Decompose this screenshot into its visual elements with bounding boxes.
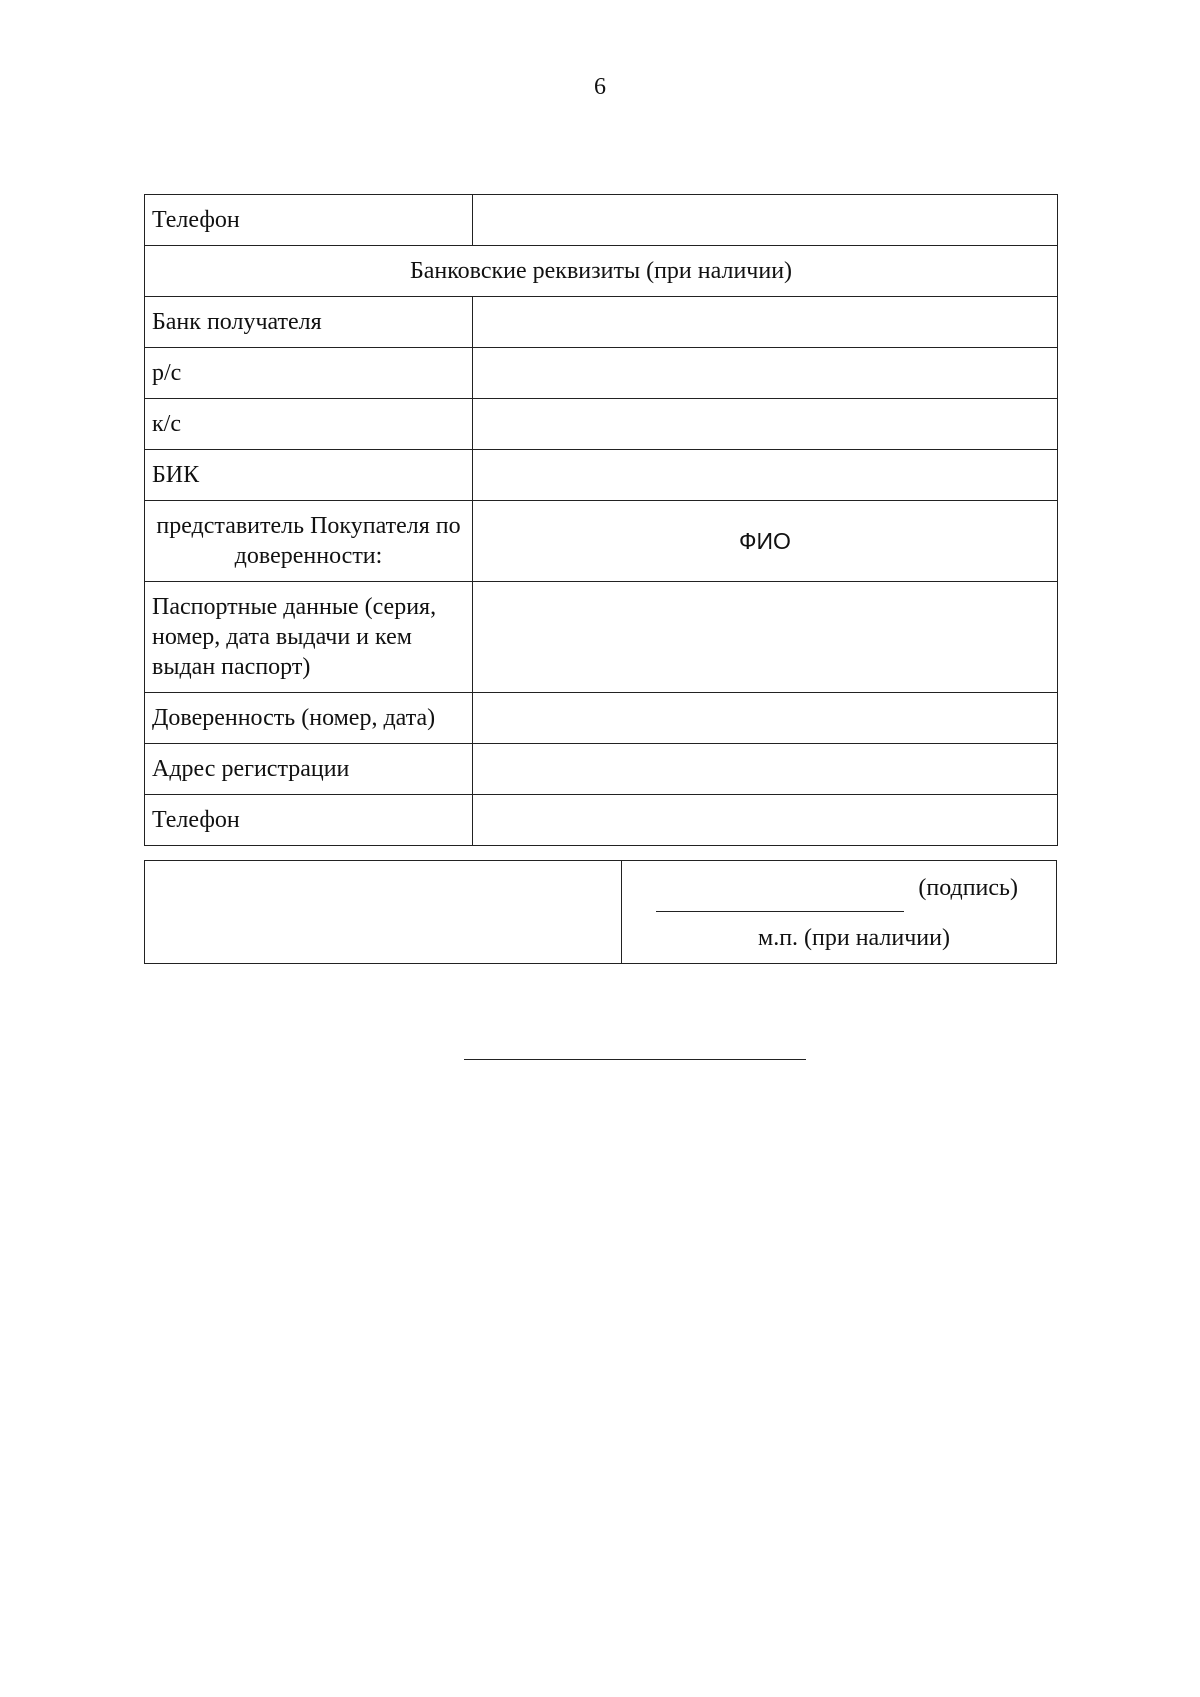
recipient-bank-label: Банк получателя	[145, 297, 473, 348]
recipient-bank-value	[473, 297, 1058, 348]
table-row	[145, 693, 1058, 744]
bank-details-heading: Банковские реквизиты (при наличии)	[145, 246, 1058, 297]
bik-value	[473, 450, 1058, 501]
table-row	[145, 399, 1058, 450]
table-row	[145, 450, 1058, 501]
signature-row	[145, 861, 1057, 964]
table-row	[145, 348, 1058, 399]
passport-value	[473, 582, 1058, 693]
power-of-attorney-value	[473, 693, 1058, 744]
registration-address-label: Адрес регистрации	[145, 744, 473, 795]
correspondent-account-label: к/с	[145, 399, 473, 450]
phone-value	[473, 195, 1058, 246]
signature-table	[144, 860, 1057, 964]
end-divider	[464, 1059, 806, 1060]
table-row	[145, 195, 1058, 246]
signature-left-cell	[145, 861, 622, 964]
signature-cell	[622, 861, 1057, 964]
representative-name-value: ФИО	[473, 501, 1058, 582]
power-of-attorney-label: Доверенность (номер, дата)	[145, 693, 473, 744]
settlement-account-value	[473, 348, 1058, 399]
stamp-caption: м.п. (при наличии)	[758, 925, 950, 951]
registration-address-value	[473, 744, 1058, 795]
table-row	[145, 582, 1058, 693]
bik-label: БИК	[145, 450, 473, 501]
representative-phone-value	[473, 795, 1058, 846]
settlement-account-label: р/с	[145, 348, 473, 399]
signature-line	[656, 911, 904, 912]
table-row	[145, 744, 1058, 795]
page-number: 6	[594, 74, 606, 100]
table-row	[145, 501, 1058, 582]
correspondent-account-value	[473, 399, 1058, 450]
passport-label: Паспортные данные (серия, номер, дата выдачи и кем выдан паспорт)	[145, 582, 473, 693]
signature-caption: (подпись)	[918, 875, 1018, 901]
phone-label: Телефон	[145, 195, 473, 246]
representative-phone-label: Телефон	[145, 795, 473, 846]
representative-label: представитель Покупателя по доверенности:	[145, 501, 473, 582]
table-row	[145, 795, 1058, 846]
buyer-details-table	[144, 194, 1058, 846]
table-row	[145, 297, 1058, 348]
table-row	[145, 246, 1058, 297]
